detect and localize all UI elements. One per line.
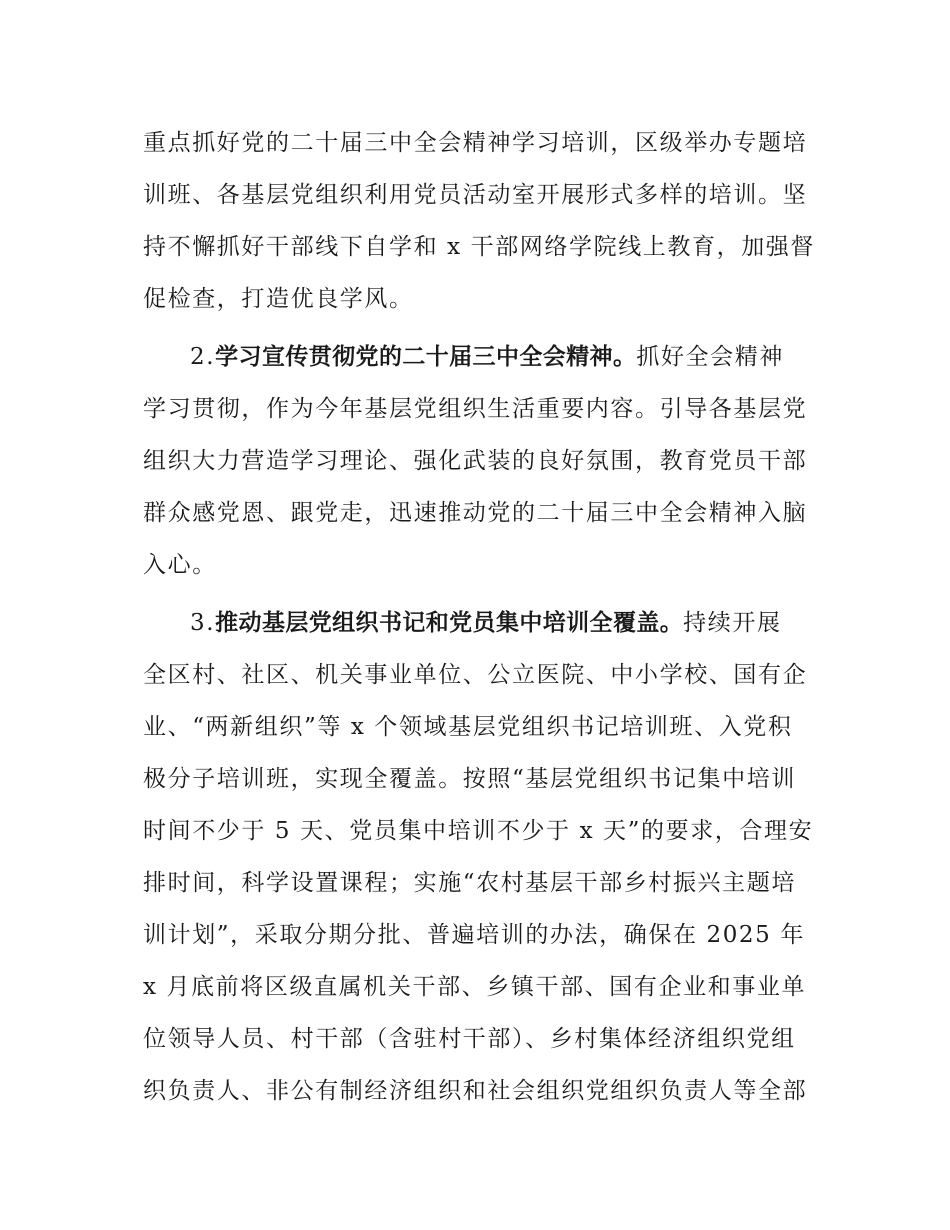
paragraph-text: 抓好全会精神 <box>636 344 784 370</box>
paragraph-line: 业、“两新组织”等 x 个领域基层党组织书记培训班、入党积 <box>143 714 793 740</box>
paragraph-first-line <box>190 608 823 638</box>
paragraph-line: 极分子培训班，实现全覆盖。按照“基层党组织书记集中培训 <box>143 766 796 792</box>
item-number: 3. <box>190 610 216 636</box>
paragraph-line: 入心。 <box>143 552 217 578</box>
item-heading: 推动基层党组织书记和党员集中培训全覆盖。 <box>215 610 684 636</box>
paragraph-line: 训班、各基层党组织利用党员活动室开展形式多样的培训。坚 <box>143 182 808 208</box>
paragraph-line: 位领导人员、村干部（含驻村干部）、乡村集体经济组织党组 <box>143 1026 796 1052</box>
item-heading: 学习宣传贯彻党的二十届三中全会精神。 <box>215 344 637 370</box>
paragraph-line: 学习贯彻，作为今年基层党组织生活重要内容。引导各基层党 <box>143 396 808 422</box>
paragraph-line: 全区村、社区、机关事业单位、公立医院、中小学校、国有企 <box>143 662 808 688</box>
paragraph-line: 群众感党恩、跟党走，迅速推动党的二十届三中全会精神入脑 <box>143 500 808 526</box>
paragraph-line: 重点抓好党的二十届三中全会精神学习培训，区级举办专题培 <box>143 130 808 156</box>
paragraph-line: 排时间，科学设置课程；实施“农村基层干部乡村振兴主题培 <box>143 870 796 896</box>
paragraph-line: 促检查，打造优良学风。 <box>143 286 414 312</box>
paragraph-text: 持续开展 <box>683 610 782 636</box>
paragraph-line: 时间不少于 5 天、党员集中培训不少于 x 天”的要求，合理安 <box>143 818 814 844</box>
paragraph-line: x 月底前将区级直属机关干部、乡镇干部、国有企业和事业单 <box>143 974 807 1000</box>
item-number: 2. <box>190 344 216 370</box>
paragraph-line: 训计划”，采取分期分批、普遍培训的办法，确保在 2025 年 <box>143 922 805 948</box>
paragraph-line: 织负责人、非公有制经济组织和社会组织党组织负责人等全部 <box>143 1078 808 1104</box>
paragraph-first-line <box>190 342 823 372</box>
paragraph-line: 持不懈抓好干部线下自学和 x 干部网络学院线上教育，加强督 <box>143 234 815 260</box>
paragraph-line: 组织大力营造学习理论、强化武装的良好氛围，教育党员干部 <box>143 448 808 474</box>
